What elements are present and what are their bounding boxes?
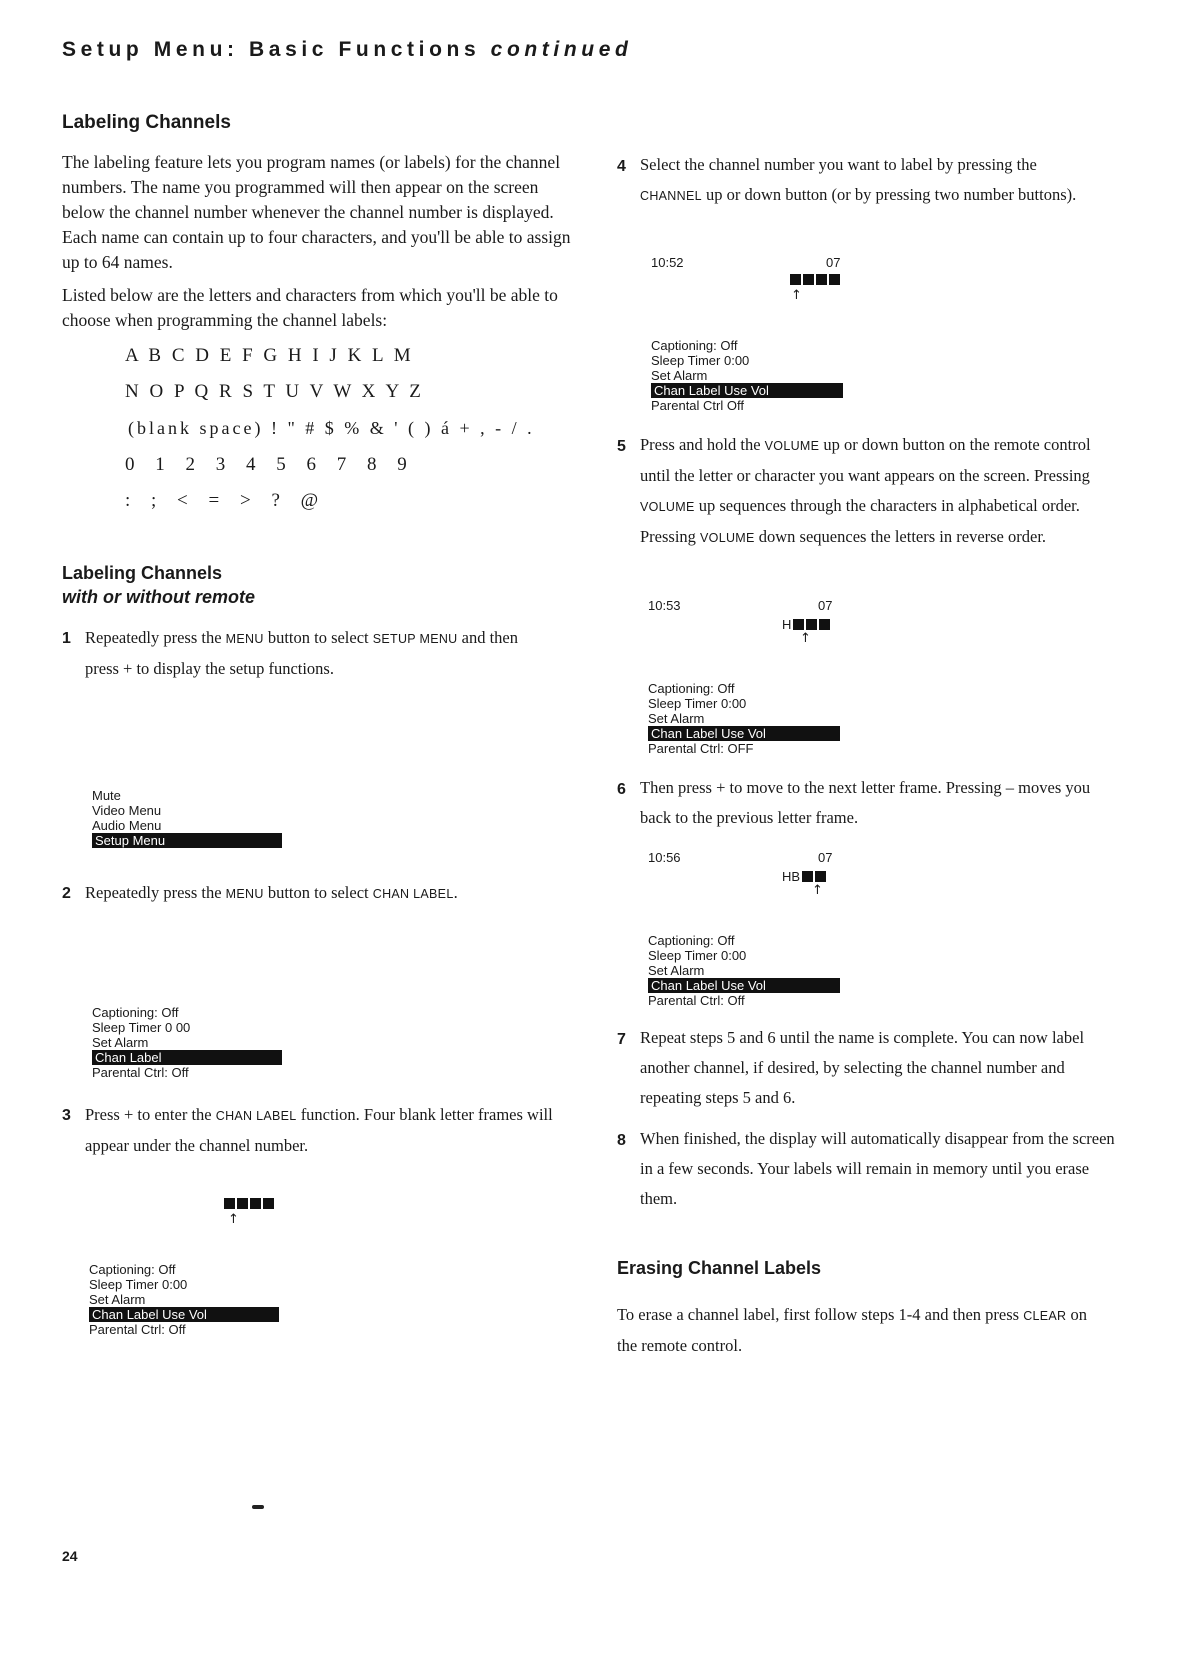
char-row-3: (blank space) ! " # $ % & ' ( ) á + , - / . [128,418,535,438]
subsection-subtitle: with or without remote [62,587,255,607]
chan-label-menu-osd [92,1005,282,1080]
menu-item-set-alarm: Set Alarm [89,1292,146,1307]
section-title-labeling: Labeling Channels [62,112,231,133]
menu-item-video-menu: Video Menu [92,803,162,818]
page-number: 24 [62,1548,78,1564]
menu-item-setup-menu: Setup Menu [92,833,282,848]
menu-item-chan-label: Chan Label Use Vol [648,978,840,993]
menu-item-set-alarm: Set Alarm [648,711,705,726]
menu-item-sleep-timer: Sleep Timer 0:00 [648,696,747,711]
step-6-text: Then press + to move to the next letter frame. Pressing – moves you back to the previous letter frame. [640,778,1091,827]
menu-item-parental-ctrl: Parental Ctrl: OFF [648,741,754,756]
menu-item-sleep-timer: Sleep Timer 0:00 [648,948,747,963]
menu-item-sleep-timer: Sleep Timer 0:00 [89,1277,188,1292]
blank-letter-frames [224,1198,274,1209]
menu-item-captioning: Captioning: Off [651,338,738,353]
menu-item-captioning: Captioning: Off [648,681,735,696]
clock-time: 10:53 [648,598,681,613]
erasing-title: Erasing Channel Labels [617,1258,822,1278]
char-row-5: : ; < = > ? @ [125,490,327,511]
channel-number: 07 [818,850,833,865]
intro-paragraph: The labeling feature lets you program names (or labels) for the channel numbers. The name you programmed will then appear on the screen below the channel number whenever the channel number is displayed. Each name can contain up to four characters, and you'll be able to assign up to 64 names. [62,152,571,272]
step-3-number: 3 [62,1107,71,1124]
menu-item-mute: Mute [92,788,121,803]
arrow-up-icon: ↑ [800,631,811,646]
char-row-4: 0 1 2 3 4 5 6 7 8 9 [125,454,415,475]
step4-menu-osd [651,338,843,413]
char-row-2: N O P Q R S T U V W X Y Z [125,381,424,402]
clock-time: 10:52 [651,255,684,270]
menu-item-sleep-timer: Sleep Timer 0:00 [651,353,750,368]
step-6-number: 6 [617,781,626,798]
subsection-title: Labeling Channels [62,563,223,583]
step-1-text: Repeatedly press the MENU button to select SETUP MENU and then press + to display the setup functions. [85,628,518,678]
step-7-number: 7 [617,1031,626,1048]
menu-item-set-alarm: Set Alarm [92,1035,149,1050]
step3-menu-osd [89,1262,279,1337]
channel-number: 07 [826,255,841,270]
menu-item-set-alarm: Set Alarm [648,963,705,978]
channel-number: 07 [818,598,833,613]
menu-item-sleep-timer: Sleep Timer 0 00 [92,1020,191,1035]
arrow-up-icon: ↑ [228,1212,239,1227]
step-7-text: Repeat steps 5 and 6 until the name is complete. You can now label another channel, if desired, by selecting the channel number and repeating steps 5 and 6. [640,1028,1085,1107]
letter-frames [788,274,840,285]
stray-mark [252,1505,264,1509]
menu-item-captioning: Captioning: Off [648,933,735,948]
page-header [62,38,632,62]
menu-item-chan-label: Chan Label Use Vol [89,1307,279,1322]
step6-menu-osd [648,933,840,1008]
step-2-number: 2 [62,885,71,902]
step-1-number: 1 [62,630,71,647]
setup-menu-osd [92,788,282,848]
menu-item-chan-label: Chan Label Use Vol [651,383,843,398]
chars-intro-paragraph: Listed below are the letters and characters from which you'll be able to choose when programming the channel labels: [62,285,558,330]
menu-item-parental-ctrl: Parental Ctrl: Off [648,993,745,1008]
menu-item-parental-ctrl: Parental Ctrl: Off [92,1065,189,1080]
clock-time: 10:56 [648,850,681,865]
header-title: Setup Menu: Basic Functions [62,38,481,61]
menu-item-chan-label: Chan Label Use Vol [648,726,840,741]
arrow-up-icon: ↑ [812,883,823,898]
menu-item-captioning: Captioning: Off [89,1262,176,1277]
menu-item-parental-ctrl: Parental Ctrl: Off [89,1322,186,1337]
step-2-text: Repeatedly press the MENU button to select CHAN LABEL. [85,883,458,902]
menu-item-set-alarm: Set Alarm [651,368,708,383]
header-continued: continued [490,38,633,61]
step-4-number: 4 [617,158,626,175]
step-8-text: When finished, the display will automatically disappear from the screen in a few seconds. Your labels will remain in memory until you erase them. [640,1129,1115,1208]
char-row-1: A B C D E F G H I J K L M [125,345,414,366]
menu-item-audio-menu: Audio Menu [92,818,162,833]
step-5-number: 5 [617,438,626,455]
menu-item-chan-label: Chan Label [92,1050,282,1065]
step-3-text: Press + to enter the CHAN LABEL function. Four blank letter frames will appear under the channel number. [85,1105,553,1155]
step-8-number: 8 [617,1132,626,1149]
menu-item-captioning: Captioning: Off [92,1005,179,1020]
step-4-text: Select the channel number you want to label by pressing the CHANNEL up or down button (or by pressing two number buttons). [640,155,1077,204]
letter-frames: H [782,617,830,632]
erasing-text: To erase a channel label, first follow steps 1-4 and then press CLEAR on the remote control. [617,1305,1087,1355]
arrow-up-icon: ↑ [791,288,802,303]
step-5-text: Press and hold the VOLUME up or down button on the remote control until the letter or character you want appears on the screen. Pressing VOLUME up sequences through the characters in alphabetical order. Pressing VOLUME down sequences the letters in reverse order. [640,435,1091,546]
step5-menu-osd [648,681,840,756]
menu-item-parental-ctrl: Parental Ctrl Off [651,398,744,413]
letter-frames: HB [782,869,826,884]
